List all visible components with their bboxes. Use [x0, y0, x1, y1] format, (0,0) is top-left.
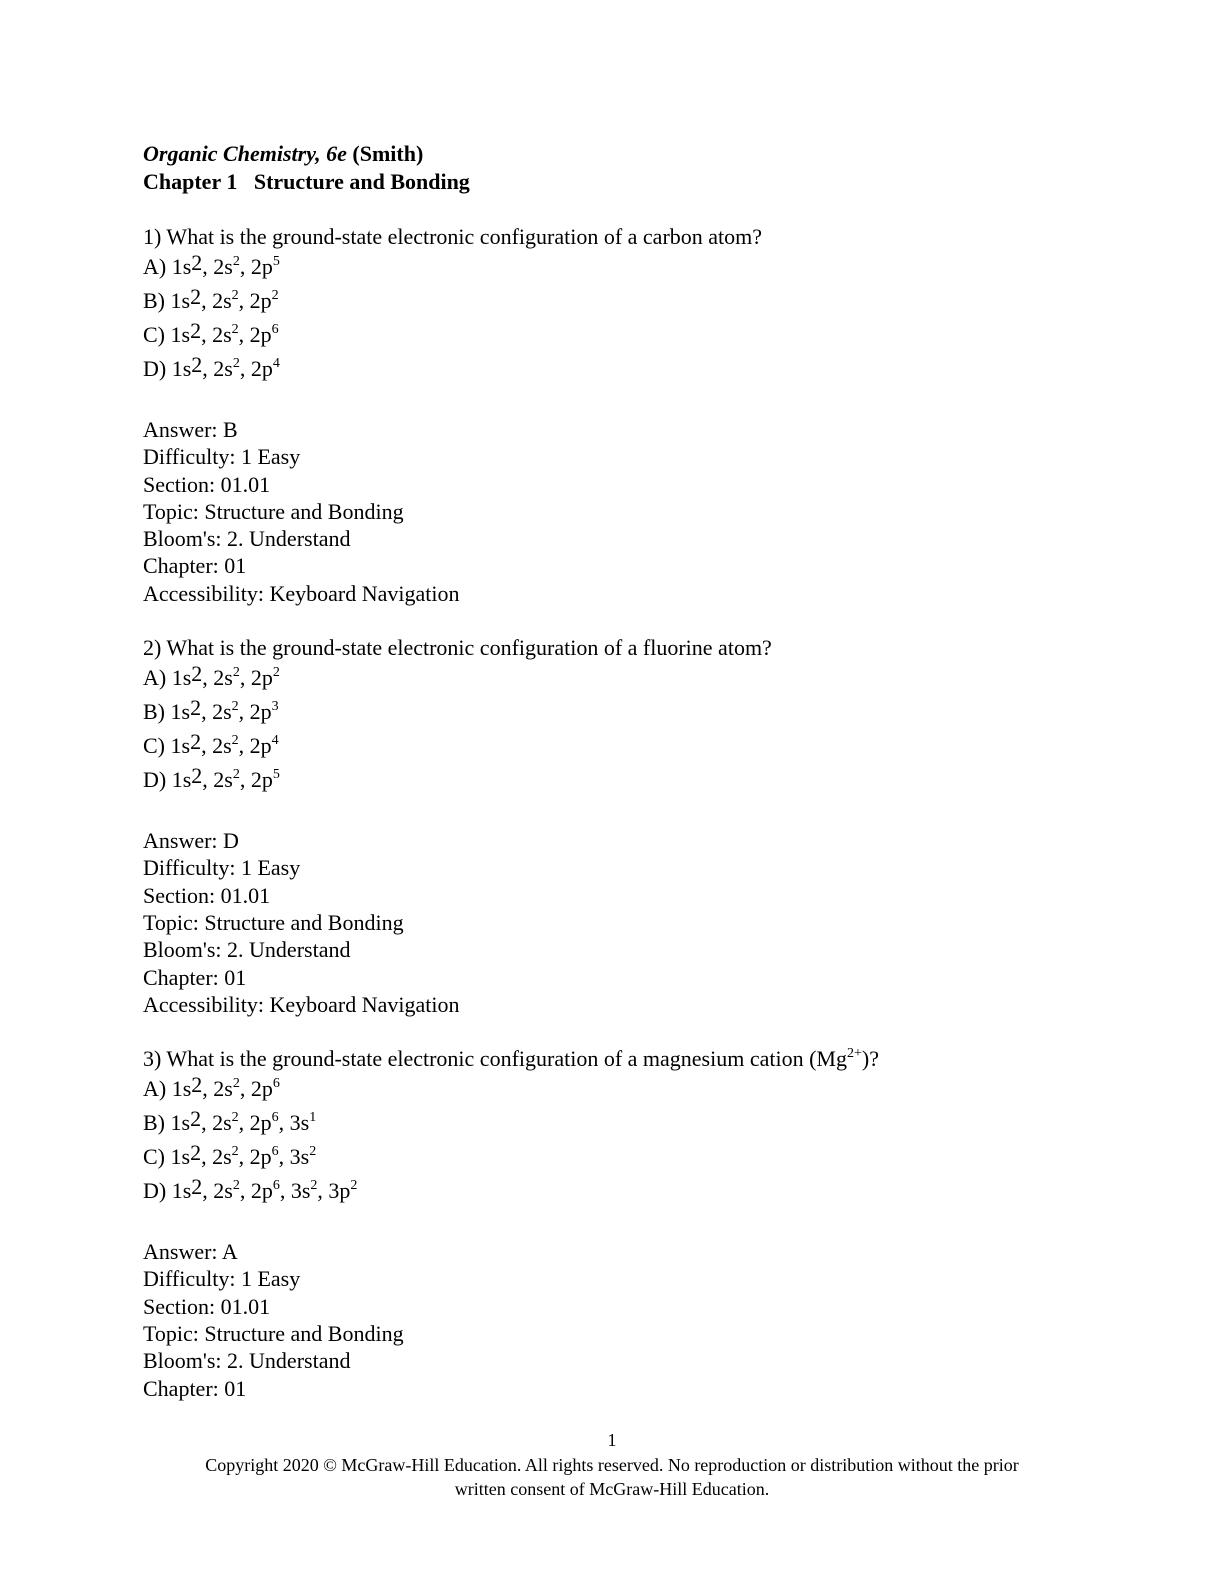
orbital: 2p — [250, 1076, 273, 1102]
metadata-line: Topic: Structure and Bonding — [143, 1321, 404, 1347]
metadata-line: Difficulty: 1 Easy — [143, 1266, 301, 1292]
orbital: 2p — [249, 288, 272, 313]
answer-option: B) $1s^2$, $2s^2$, $2p^3$ — [143, 695, 279, 725]
answer-option: A) $1s^2$, $2s^2$, $2p^2$ — [143, 661, 280, 691]
orbital: 3s — [289, 1144, 310, 1170]
metadata-line: Answer: A — [143, 1239, 238, 1265]
electron-count: 2 — [271, 287, 279, 303]
answer-option: C) $1s^2$, $2s^2$, $2p^6$ — [143, 318, 279, 347]
electron-count: 6 — [271, 1143, 279, 1159]
metadata-line: Answer: B — [143, 417, 238, 442]
page-content — [143, 140, 1103, 1402]
question-block — [143, 223, 1103, 607]
orbital: 2p — [250, 356, 273, 381]
book-heading — [143, 140, 1103, 168]
orbital: 1s — [170, 288, 191, 313]
metadata-line: Accessibility: Keyboard Navigation — [143, 991, 460, 1017]
orbital: 2s — [213, 356, 233, 381]
answer-option: A) $1s^2$, $2s^2$, $2p^6$ — [143, 1072, 280, 1102]
orbital: 2p — [249, 733, 272, 759]
orbital: 2s — [213, 767, 233, 793]
question-metadata — [143, 1238, 1103, 1402]
orbital: 2p — [249, 1144, 272, 1170]
orbital: 2s — [212, 699, 232, 725]
option-letter: D) — [143, 356, 172, 381]
orbital: 2s — [212, 733, 232, 759]
orbital: 2p — [250, 254, 273, 279]
chapter-heading — [143, 168, 1103, 196]
electron-count: 2 — [191, 1072, 203, 1098]
chapter-title: Structure and Bonding — [253, 169, 470, 194]
electron-count: 6 — [272, 1075, 280, 1091]
orbital: 2s — [212, 1110, 232, 1136]
metadata-line: Bloom's: 2. Understand — [143, 526, 351, 552]
electron-count: 2 — [232, 253, 240, 269]
electron-count: 2 — [231, 732, 239, 748]
electron-count: 2 — [191, 661, 203, 687]
answer-options — [143, 661, 1103, 797]
question-metadata — [143, 416, 1103, 607]
question-block — [143, 1045, 1103, 1402]
option-letter: C) — [143, 1144, 171, 1170]
option-letter: B) — [143, 288, 171, 313]
metadata-line: Chapter: 01 — [143, 1375, 247, 1401]
page-footer — [0, 1428, 1224, 1501]
electron-count: 2 — [232, 1075, 240, 1091]
electron-count: 2 — [191, 763, 203, 789]
electron-count: 2 — [231, 1143, 239, 1159]
electron-count: 5 — [272, 253, 280, 269]
orbital: 2p — [249, 322, 272, 347]
electron-count: 6 — [271, 1109, 279, 1125]
electron-count: 2 — [232, 355, 240, 371]
option-letter: C) — [143, 733, 171, 759]
question-prompt-text: 3) What is the ground-state electronic configuration of a magnesium cation (Mg — [143, 1046, 847, 1072]
electron-count: 2 — [190, 284, 202, 309]
electron-count: 2 — [232, 664, 240, 680]
metadata-line: Bloom's: 2. Understand — [143, 937, 351, 963]
orbital: 2p — [250, 767, 273, 793]
option-letter: B) — [143, 699, 171, 725]
answer-option: C) $1s^2$, $2s^2$, $2p^6$, $3s^2$ — [143, 1140, 317, 1170]
orbital: 1s — [171, 665, 192, 691]
option-letter: A) — [143, 665, 172, 691]
electron-count: 6 — [271, 321, 279, 337]
orbital: 2s — [213, 1076, 233, 1102]
metadata-line: Chapter: 01 — [143, 553, 247, 579]
answer-options — [143, 250, 1103, 386]
electron-count: 2 — [190, 318, 202, 343]
orbital: 1s — [171, 254, 192, 279]
orbital: 2s — [212, 322, 232, 347]
orbital: 1s — [171, 1178, 192, 1204]
electron-count: 2 — [232, 1177, 240, 1193]
copyright-line: written consent of McGraw-Hill Education. — [454, 1479, 770, 1499]
electron-count: 2 — [231, 321, 239, 337]
electron-count: 2 — [191, 352, 203, 377]
orbital: 2p — [250, 665, 273, 691]
metadata-line: Section: 01.01 — [143, 1293, 271, 1319]
answer-option: D) $1s^2$, $2s^2$, $2p^4$ — [143, 352, 280, 381]
option-letter: B) — [143, 1110, 171, 1136]
electron-count: 3 — [271, 698, 279, 714]
orbital: 2s — [213, 254, 233, 279]
ion-charge: 2+ — [847, 1045, 862, 1061]
question-prompt — [143, 1045, 1103, 1072]
electron-count: 2 — [191, 250, 203, 275]
orbital: 2s — [213, 1178, 233, 1204]
book-author: (Smith) — [352, 141, 424, 166]
orbital: 1s — [170, 699, 191, 725]
metadata-line: Topic: Structure and Bonding — [143, 498, 404, 524]
orbital: 1s — [171, 1076, 192, 1102]
electron-count: 4 — [272, 355, 280, 371]
orbital: 2s — [213, 665, 233, 691]
electron-count: 2 — [272, 664, 280, 680]
orbital: 2s — [212, 1144, 232, 1170]
electron-count: 2 — [231, 287, 239, 303]
orbital: 3s — [290, 1178, 311, 1204]
electron-count: 2 — [190, 1106, 202, 1132]
electron-count: 1 — [309, 1109, 317, 1125]
electron-count: 4 — [271, 732, 279, 748]
metadata-line: Bloom's: 2. Understand — [143, 1348, 351, 1374]
orbital: 1s — [170, 322, 191, 347]
electron-count: 2 — [231, 698, 239, 714]
question-prompt: 1) What is the ground-state electronic configuration of a carbon atom? — [143, 224, 763, 249]
metadata-line: Difficulty: 1 Easy — [143, 855, 301, 881]
electron-count: 2 — [310, 1177, 318, 1193]
question-block — [143, 634, 1103, 1018]
electron-count: 2 — [190, 1140, 202, 1166]
orbital: 2s — [212, 288, 232, 313]
question-prompt-end: )? — [861, 1046, 879, 1072]
orbital: 1s — [171, 356, 192, 381]
answer-option: B) $1s^2$, $2s^2$, $2p^2$ — [143, 284, 279, 313]
orbital: 2p — [249, 1110, 272, 1136]
metadata-line: Accessibility: Keyboard Navigation — [143, 580, 460, 606]
metadata-line: Topic: Structure and Bonding — [143, 909, 404, 935]
orbital: 3s — [289, 1110, 310, 1136]
answer-options — [143, 1072, 1103, 1208]
option-letter: A) — [143, 1076, 172, 1102]
electron-count: 2 — [309, 1143, 317, 1159]
answer-option: B) $1s^2$, $2s^2$, $2p^6$, $3s^1$ — [143, 1106, 317, 1136]
option-letter: D) — [143, 1178, 172, 1204]
page-number: 1 — [607, 1430, 617, 1450]
option-letter: A) — [143, 254, 172, 279]
answer-option: C) $1s^2$, $2s^2$, $2p^4$ — [143, 729, 279, 759]
book-title: Organic Chemistry, 6e — [143, 141, 347, 166]
copyright-line: Copyright 2020 © McGraw-Hill Education. All rights reserved. No reproduction or distribution without the prior — [205, 1455, 1019, 1475]
orbital: 2p — [250, 1178, 273, 1204]
metadata-line: Answer: D — [143, 828, 239, 854]
metadata-line: Section: 01.01 — [143, 471, 271, 497]
orbital: 3p — [328, 1178, 351, 1204]
orbital: 1s — [170, 1110, 191, 1136]
answer-option: D) $1s^2$, $2s^2$, $2p^6$, $3s^2$, $3p^2$ — [143, 1174, 358, 1204]
orbital: 2p — [249, 699, 272, 725]
electron-count: 2 — [190, 695, 202, 721]
metadata-line: Section: 01.01 — [143, 882, 271, 908]
orbital: 1s — [170, 1144, 191, 1170]
electron-count: 2 — [191, 1174, 203, 1200]
orbital: 1s — [171, 767, 192, 793]
electron-count: 6 — [272, 1177, 280, 1193]
option-letter: C) — [143, 322, 171, 347]
question-prompt: 2) What is the ground-state electronic configuration of a fluorine atom? — [143, 635, 772, 661]
metadata-line: Chapter: 01 — [143, 964, 247, 990]
electron-count: 5 — [272, 766, 280, 782]
question-metadata — [143, 827, 1103, 1018]
orbital: 1s — [170, 733, 191, 759]
answer-option: A) $1s^2$, $2s^2$, $2p^5$ — [143, 250, 280, 279]
electron-count: 2 — [350, 1177, 358, 1193]
electron-count: 2 — [231, 1109, 239, 1125]
electron-count: 2 — [232, 766, 240, 782]
electron-count: 2 — [190, 729, 202, 755]
answer-option: D) $1s^2$, $2s^2$, $2p^5$ — [143, 763, 280, 793]
metadata-line: Difficulty: 1 Easy — [143, 444, 301, 470]
chapter-label: Chapter 1 — [143, 169, 238, 194]
option-letter: D) — [143, 767, 172, 793]
